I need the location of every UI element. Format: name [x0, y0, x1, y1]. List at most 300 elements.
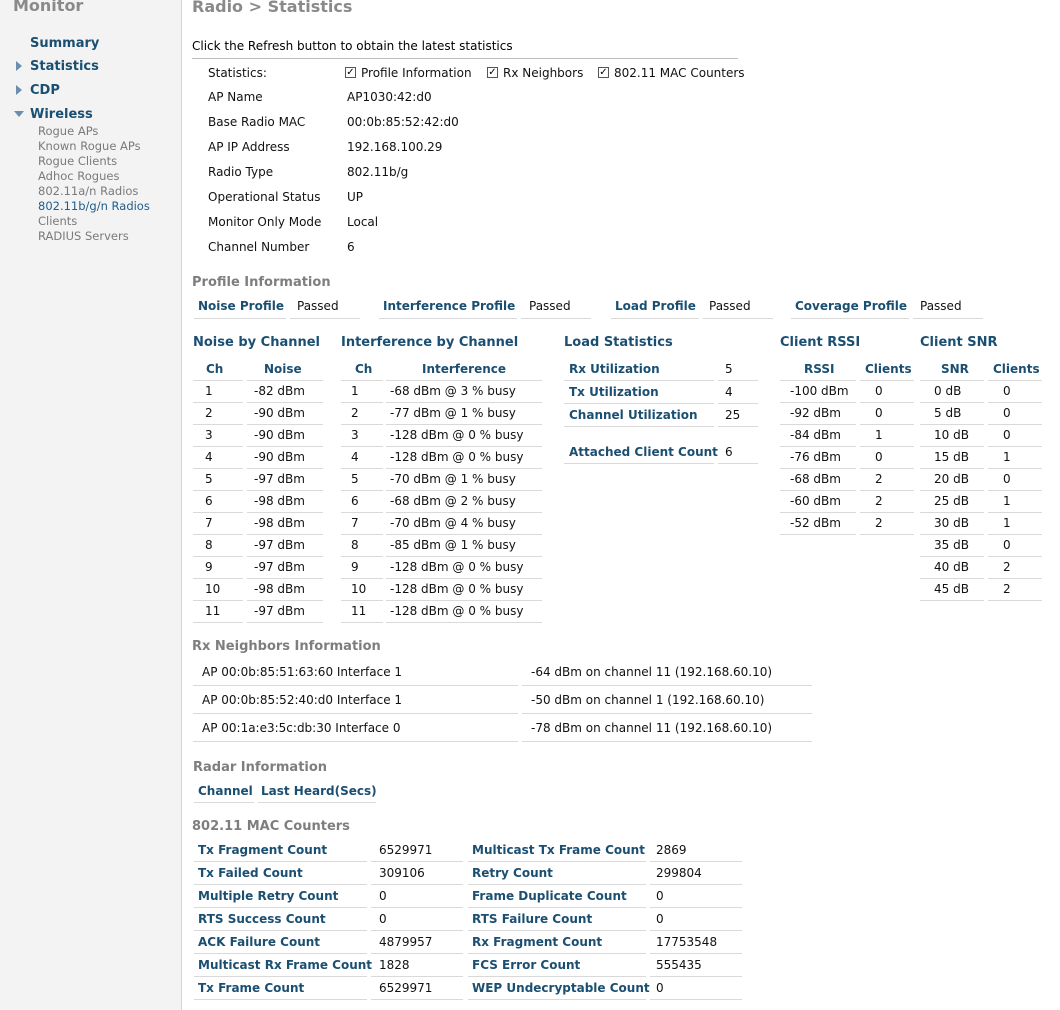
noise-cell: 9	[205, 560, 213, 574]
interference-profile-value: Passed	[529, 299, 571, 313]
mac-counter-value: 17753548	[656, 935, 718, 949]
monitor-only-mode-value: Local	[347, 215, 379, 229]
divider	[194, 930, 367, 931]
divider	[920, 380, 984, 381]
profile-information-title: Profile Information	[192, 275, 331, 290]
mac-counter-label: RTS Failure Count	[472, 912, 593, 926]
nav-radius-servers[interactable]: RADIUS Servers	[38, 229, 129, 243]
interference-cell: 4	[351, 450, 359, 464]
divider	[988, 402, 1042, 403]
divider	[860, 534, 914, 535]
mac-counter-value: 0	[656, 912, 664, 926]
divider	[341, 424, 383, 425]
coverage-profile-label: Coverage Profile	[795, 299, 908, 313]
noise-col-ch: Ch	[206, 362, 224, 376]
divider	[193, 512, 243, 513]
noise-cell: -97 dBm	[254, 604, 305, 618]
divider	[193, 578, 243, 579]
snr-cell: 0	[1003, 538, 1011, 552]
snr-cell: 30 dB	[934, 516, 969, 530]
divider	[920, 468, 984, 469]
rx-neighbor-signal: -50 dBm on channel 1 (192.168.60.10)	[531, 693, 765, 707]
nav-known-rogue-aps[interactable]: Known Rogue APs	[38, 139, 141, 153]
noise-cell: 2	[205, 406, 213, 420]
noise-cell: 7	[205, 516, 213, 530]
interference-cell: 6	[351, 494, 359, 508]
divider	[611, 318, 699, 319]
divider	[564, 380, 714, 381]
noise-cell: 6	[205, 494, 213, 508]
snr-cell: 0	[1003, 472, 1011, 486]
divider	[371, 953, 463, 954]
divider	[920, 446, 984, 447]
operational-status-label: Operational Status	[208, 190, 321, 204]
divider	[194, 999, 367, 1000]
divider	[341, 380, 383, 381]
noise-col-noise: Noise	[264, 362, 302, 376]
rx-utilization-value: 5	[725, 362, 733, 376]
divider	[194, 318, 286, 319]
divider	[780, 534, 856, 535]
nav-summary[interactable]: Summary	[30, 36, 100, 51]
interference-by-channel-title: Interference by Channel	[341, 335, 519, 350]
divider	[247, 622, 323, 623]
mac-counter-value: 0	[379, 912, 387, 926]
divider	[194, 884, 367, 885]
interference-cell: -68 dBm @ 2 % busy	[390, 494, 516, 508]
noise-by-channel-title: Noise by Channel	[193, 335, 321, 350]
rssi-cell: -84 dBm	[790, 428, 841, 442]
ap-name-label: AP Name	[208, 90, 263, 104]
rssi-cell: 2	[875, 472, 883, 486]
snr-cell: 1	[1003, 494, 1011, 508]
divider	[860, 424, 914, 425]
nav-wireless[interactable]: Wireless	[30, 107, 93, 122]
mac-counter-value: 0	[379, 889, 387, 903]
snr-cell: 0	[1003, 428, 1011, 442]
divider	[386, 402, 542, 403]
rssi-cell: 0	[875, 406, 883, 420]
attached-client-count-label: Attached Client Count	[569, 445, 718, 459]
divider	[247, 556, 323, 557]
rx-neighbor-ap: AP 00:1a:e3:5c:db:30 Interface 0	[202, 721, 401, 735]
divider	[386, 468, 542, 469]
interference-cell: -70 dBm @ 1 % busy	[390, 472, 516, 486]
load-profile-value: Passed	[709, 299, 751, 313]
divider	[650, 999, 742, 1000]
divider	[522, 741, 812, 742]
profile-information-checkbox-label: Profile Information	[361, 66, 472, 80]
divider	[247, 402, 323, 403]
divider	[341, 490, 383, 491]
interference-cell: 1	[351, 384, 359, 398]
noise-cell: -90 dBm	[254, 450, 305, 464]
rx-neighbors-title: Rx Neighbors Information	[192, 639, 381, 654]
mac-counter-label: Multicast Tx Frame Count	[472, 843, 645, 857]
mac-counters-title: 802.11 MAC Counters	[192, 819, 350, 834]
mac-counter-label: Tx Frame Count	[198, 981, 305, 995]
divider	[371, 861, 463, 862]
divider	[386, 424, 542, 425]
ap-name-value: AP1030:42:d0	[347, 90, 432, 104]
mac-counter-value: 0	[656, 981, 664, 995]
snr-cell: 1	[1003, 450, 1011, 464]
ap-ip-address-label: AP IP Address	[208, 140, 290, 154]
mac-counter-label: ACK Failure Count	[198, 935, 321, 949]
snr-col-clients: Clients	[993, 362, 1040, 376]
divider	[718, 426, 758, 427]
mac-counter-value: 4879957	[379, 935, 433, 949]
divider	[650, 907, 742, 908]
noise-cell: -98 dBm	[254, 494, 305, 508]
divider	[920, 490, 984, 491]
divider	[468, 999, 646, 1000]
ap-ip-address-value: 192.168.100.29	[347, 140, 443, 154]
rssi-cell: -52 dBm	[790, 516, 841, 530]
divider	[247, 424, 323, 425]
divider	[920, 600, 984, 601]
tx-utilization-value: 4	[725, 385, 733, 399]
mac-counter-label: WEP Undecryptable Count	[472, 981, 650, 995]
interference-cell: -128 dBm @ 0 % busy	[390, 450, 524, 464]
noise-cell: 3	[205, 428, 213, 442]
channel-utilization-value: 25	[725, 408, 741, 422]
divider	[468, 930, 646, 931]
client-rssi-title: Client RSSI	[780, 335, 861, 350]
rssi-cell: 2	[875, 494, 883, 508]
noise-cell: -98 dBm	[254, 516, 305, 530]
rssi-cell: -60 dBm	[790, 494, 841, 508]
divider	[988, 490, 1042, 491]
interference-cell: 3	[351, 428, 359, 442]
channel-number-value: 6	[347, 240, 355, 254]
divider	[650, 861, 742, 862]
operational-status-value: UP	[347, 190, 364, 204]
snr-cell: 2	[1003, 560, 1011, 574]
divider	[193, 622, 243, 623]
interference-cell: -85 dBm @ 1 % busy	[390, 538, 516, 552]
rssi-col-rssi: RSSI	[804, 362, 835, 376]
divider	[650, 930, 742, 931]
mac-counter-label: Retry Count	[472, 866, 553, 880]
interference-col-interference: Interference	[422, 362, 507, 376]
base-radio-mac-value: 00:0b:85:52:42:d0	[347, 115, 459, 129]
interference-cell: -128 dBm @ 0 % busy	[390, 604, 524, 618]
radio-type-value: 802.11b/g	[347, 165, 409, 179]
noise-profile-value: Passed	[297, 299, 339, 313]
divider	[913, 318, 983, 319]
divider	[920, 424, 984, 425]
divider	[247, 446, 323, 447]
interference-cell: 5	[351, 472, 359, 486]
divider	[341, 446, 383, 447]
divider	[650, 976, 742, 977]
nav-statistics[interactable]: Statistics	[30, 59, 99, 74]
divider	[650, 953, 742, 954]
divider	[780, 380, 856, 381]
divider	[780, 402, 856, 403]
divider	[920, 578, 984, 579]
radar-col-channel: Channel	[198, 784, 253, 798]
interference-profile-label: Interference Profile	[383, 299, 516, 313]
mac-counters-checkbox[interactable]: ✓	[599, 67, 608, 78]
divider	[522, 685, 812, 686]
divider	[988, 512, 1042, 513]
divider	[193, 402, 243, 403]
rx-neighbors-checkbox[interactable]: ✓	[488, 67, 497, 78]
divider	[988, 600, 1042, 601]
radar-information-title: Radar Information	[193, 760, 328, 775]
profile-information-checkbox[interactable]: ✓	[346, 67, 355, 78]
radar-col-last-heard: Last Heard(Secs)	[261, 784, 377, 798]
nav-adhoc-rogues[interactable]: Adhoc Rogues	[38, 169, 120, 183]
divider	[193, 556, 243, 557]
divider	[468, 861, 646, 862]
mac-counter-value: 6529971	[379, 981, 433, 995]
divider	[860, 402, 914, 403]
rx-neighbor-ap: AP 00:0b:85:52:40:d0 Interface 1	[202, 693, 403, 707]
divider	[247, 380, 323, 381]
base-radio-mac-label: Base Radio MAC	[208, 115, 306, 129]
divider	[718, 380, 758, 381]
noise-cell: -97 dBm	[254, 472, 305, 486]
snr-cell: 2	[1003, 582, 1011, 596]
divider	[341, 578, 383, 579]
divider	[791, 318, 909, 319]
divider	[860, 446, 914, 447]
divider	[988, 578, 1042, 579]
divider	[247, 512, 323, 513]
interference-cell: -128 dBm @ 0 % busy	[390, 428, 524, 442]
mac-counter-value: 555435	[656, 958, 702, 972]
snr-cell: 40 dB	[934, 560, 969, 574]
mac-counter-label: Multicast Rx Frame Count	[198, 958, 373, 972]
snr-cell: 35 dB	[934, 538, 969, 552]
snr-col-snr: SNR	[941, 362, 969, 376]
rssi-col-clients: Clients	[865, 362, 912, 376]
mac-counter-value: 2869	[656, 843, 687, 857]
noise-cell: 8	[205, 538, 213, 552]
divider	[341, 512, 383, 513]
divider	[341, 556, 383, 557]
divider	[564, 426, 714, 427]
rx-neighbors-checkbox-label: Rx Neighbors	[503, 66, 584, 80]
divider	[650, 884, 742, 885]
mac-counter-label: Frame Duplicate Count	[472, 889, 627, 903]
noise-profile-label: Noise Profile	[198, 299, 284, 313]
rx-neighbor-signal: -64 dBm on channel 11 (192.168.60.10)	[531, 665, 773, 679]
expand-arrow-icon[interactable]	[16, 61, 22, 71]
divider	[988, 380, 1042, 381]
nav-80211bgn-radios[interactable]: 802.11b/g/n Radios	[38, 199, 150, 213]
divider	[718, 463, 758, 464]
channel-utilization-label: Channel Utilization	[569, 408, 698, 422]
divider	[920, 556, 984, 557]
mac-counter-value: 299804	[656, 866, 702, 880]
mac-counters-checkbox-label: 802.11 MAC Counters	[614, 66, 745, 80]
divider	[988, 446, 1042, 447]
divider	[341, 534, 383, 535]
divider	[341, 622, 383, 623]
snr-cell: 1	[1003, 516, 1011, 530]
divider	[522, 713, 812, 714]
interference-cell: 11	[351, 604, 367, 618]
snr-cell: 5 dB	[934, 406, 962, 420]
noise-cell: 11	[205, 604, 221, 618]
nav-clients[interactable]: Clients	[38, 214, 78, 228]
divider	[258, 802, 376, 803]
interference-cell: 2	[351, 406, 359, 420]
divider	[988, 468, 1042, 469]
divider	[780, 490, 856, 491]
divider	[371, 884, 463, 885]
divider	[371, 907, 463, 908]
snr-cell: 20 dB	[934, 472, 969, 486]
rssi-cell: 0	[875, 450, 883, 464]
divider	[193, 490, 243, 491]
interference-cell: -77 dBm @ 1 % busy	[390, 406, 516, 420]
divider	[247, 534, 323, 535]
noise-cell: -82 dBm	[254, 384, 305, 398]
divider	[290, 318, 360, 319]
noise-cell: -97 dBm	[254, 560, 305, 574]
divider	[386, 512, 542, 513]
divider	[860, 512, 914, 513]
rssi-cell: 2	[875, 516, 883, 530]
divider	[468, 976, 646, 977]
divider	[386, 446, 542, 447]
rssi-cell: -92 dBm	[790, 406, 841, 420]
divider	[780, 468, 856, 469]
divider	[468, 884, 646, 885]
divider	[193, 713, 518, 714]
divider	[386, 380, 542, 381]
divider	[468, 907, 646, 908]
snr-cell: 10 dB	[934, 428, 969, 442]
divider	[193, 685, 518, 686]
interference-cell: -68 dBm @ 3 % busy	[390, 384, 516, 398]
snr-cell: 0	[1003, 406, 1011, 420]
radio-type-label: Radio Type	[208, 165, 274, 179]
divider	[988, 556, 1042, 557]
divider	[780, 446, 856, 447]
mac-counter-label: FCS Error Count	[472, 958, 581, 972]
divider	[193, 468, 243, 469]
divider	[468, 953, 646, 954]
snr-cell: 0	[1003, 384, 1011, 398]
nav-cdp[interactable]: CDP	[30, 83, 60, 98]
snr-cell: 25 dB	[934, 494, 969, 508]
divider	[386, 578, 542, 579]
noise-cell: 1	[205, 384, 213, 398]
divider	[341, 600, 383, 601]
divider	[386, 556, 542, 557]
interference-cell: -70 dBm @ 4 % busy	[390, 516, 516, 530]
divider	[564, 403, 714, 404]
noise-cell: -97 dBm	[254, 538, 305, 552]
divider	[371, 930, 463, 931]
noise-cell: -90 dBm	[254, 406, 305, 420]
interference-cell: 10	[351, 582, 367, 596]
nav-rogue-aps[interactable]: Rogue APs	[38, 124, 99, 138]
load-statistics-title: Load Statistics	[564, 335, 673, 350]
divider	[386, 600, 542, 601]
page-title: Radio > Statistics	[192, 0, 353, 16]
noise-cell: 10	[205, 582, 221, 596]
divider	[780, 512, 856, 513]
divider	[988, 534, 1042, 535]
rssi-cell: 0	[875, 384, 883, 398]
interference-cell: 7	[351, 516, 359, 530]
mac-counter-value: 309106	[379, 866, 425, 880]
mac-counter-label: Tx Failed Count	[198, 866, 303, 880]
divider	[247, 468, 323, 469]
divider	[193, 534, 243, 535]
divider	[371, 976, 463, 977]
divider	[386, 622, 542, 623]
divider	[860, 490, 914, 491]
sidebar	[0, 0, 182, 1010]
rssi-cell: -68 dBm	[790, 472, 841, 486]
divider	[194, 976, 367, 977]
divider	[194, 802, 254, 803]
divider	[247, 578, 323, 579]
divider	[920, 402, 984, 403]
load-profile-label: Load Profile	[615, 299, 696, 313]
monitor-only-mode-label: Monitor Only Mode	[208, 215, 322, 229]
rssi-cell: -100 dBm	[790, 384, 849, 398]
divider	[379, 318, 517, 319]
statistics-label: Statistics:	[208, 66, 267, 80]
noise-cell: 5	[205, 472, 213, 486]
divider	[193, 741, 518, 742]
noise-cell: -98 dBm	[254, 582, 305, 596]
rssi-cell: 1	[875, 428, 883, 442]
mac-counter-value: 0	[656, 889, 664, 903]
mac-counter-label: Rx Fragment Count	[472, 935, 603, 949]
attached-client-count-value: 6	[725, 445, 733, 459]
snr-cell: 45 dB	[934, 582, 969, 596]
interference-cell: -128 dBm @ 0 % busy	[390, 582, 524, 596]
client-snr-title: Client SNR	[920, 335, 998, 350]
mac-counter-value: 1828	[379, 958, 410, 972]
divider	[194, 953, 367, 954]
interference-cell: -128 dBm @ 0 % busy	[390, 560, 524, 574]
rx-neighbor-signal: -78 dBm on channel 11 (192.168.60.10)	[531, 721, 773, 735]
collapse-arrow-icon[interactable]	[14, 111, 24, 117]
divider	[194, 907, 367, 908]
snr-cell: 0 dB	[934, 384, 962, 398]
divider	[860, 380, 914, 381]
divider	[920, 534, 984, 535]
divider	[247, 490, 323, 491]
divider	[193, 600, 243, 601]
expand-arrow-icon[interactable]	[16, 85, 22, 95]
divider	[988, 424, 1042, 425]
nav-80211an-radios[interactable]: 802.11a/n Radios	[38, 184, 139, 198]
divider	[718, 403, 758, 404]
divider	[703, 318, 773, 319]
divider	[194, 861, 367, 862]
divider	[521, 318, 591, 319]
interference-cell: 8	[351, 538, 359, 552]
coverage-profile-value: Passed	[920, 299, 962, 313]
divider	[386, 490, 542, 491]
refresh-note: Click the Refresh button to obtain the latest statistics	[192, 39, 738, 59]
nav-rogue-clients[interactable]: Rogue Clients	[38, 154, 118, 168]
divider	[193, 380, 243, 381]
divider	[193, 424, 243, 425]
